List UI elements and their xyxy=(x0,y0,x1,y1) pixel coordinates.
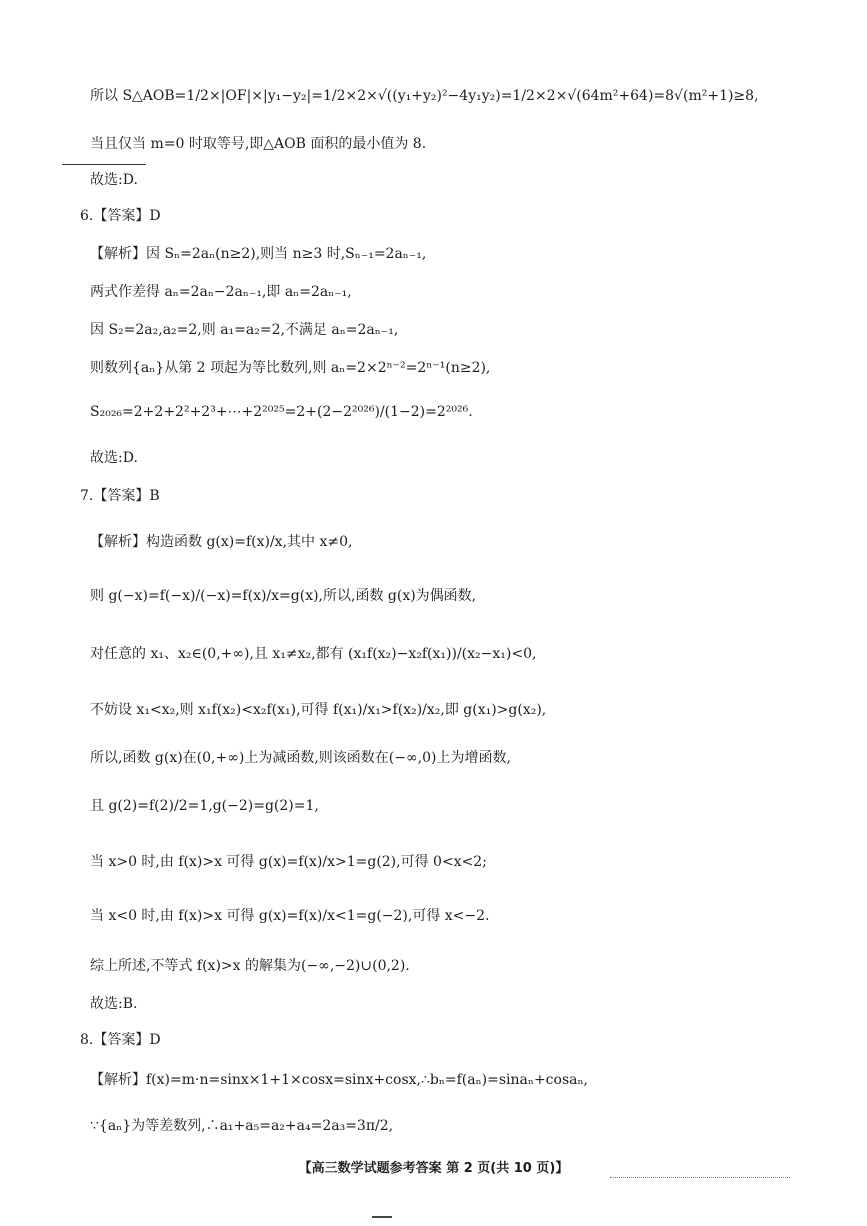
divider xyxy=(62,164,146,165)
text-line: 【解析】f(x)=m·n=sinx×1+1×cosx=sinx+cosx,∴bₙ=f(aₙ)=sinaₙ+cosaₙ, xyxy=(90,1072,588,1088)
text-line: 两式作差得 aₙ=2aₙ−2aₙ₋₁,即 aₙ=2aₙ₋₁, xyxy=(90,284,352,300)
text-line: 则数列{aₙ}从第 2 项起为等比数列,则 aₙ=2×2ⁿ⁻²=2ⁿ⁻¹(n≥2), xyxy=(90,360,491,376)
footer-dotted-line xyxy=(610,1177,790,1178)
text-line: 【解析】构造函数 g(x)=f(x)/x,其中 x≠0, xyxy=(90,534,353,550)
text-line: 当且仅当 m=0 时取等号,即△AOB 面积的最小值为 8. xyxy=(90,136,427,152)
text-line: 不妨设 x₁<x₂,则 x₁f(x₂)<x₂f(x₁),可得 f(x₁)/x₁>f(x₂)/x₂,即 g(x₁)>g(x₂), xyxy=(90,702,547,718)
text-line: 故选:D. xyxy=(90,172,138,188)
text-line: S₂₀₂₆=2+2+2²+2³+⋯+2²⁰²⁵=2+(2−2²⁰²⁶)/(1−2)=2²⁰²⁶. xyxy=(90,404,473,420)
text-line: 综上所述,不等式 f(x)>x 的解集为(−∞,−2)∪(0,2). xyxy=(90,958,410,974)
text-line: 因 S₂=2a₂,a₂=2,则 a₁=a₂=2,不满足 aₙ=2aₙ₋₁, xyxy=(90,322,399,338)
text-line: ∵{aₙ}为等差数列,∴a₁+a₅=a₂+a₄=2a₃=3π/2, xyxy=(90,1118,394,1134)
text-line: 则 g(−x)=f(−x)/(−x)=f(x)/x=g(x),所以,函数 g(x)为偶函数, xyxy=(90,588,477,604)
text-line: 所以 S△AOB=1/2×|OF|×|y₁−y₂|=1/2×2×√((y₁+y₂)²−4y₁y₂)=1/2×2×√(64m²+64)=8√(m²+1)≥8, xyxy=(90,88,759,104)
text-line: 当 x<0 时,由 f(x)>x 可得 g(x)=f(x)/x<1=g(−2),可得 x<−2. xyxy=(90,908,490,924)
text-line: 【解析】因 Sₙ=2aₙ(n≥2),则当 n≥3 时,Sₙ₋₁=2aₙ₋₁, xyxy=(90,246,427,262)
answer-heading: 8.【答案】D xyxy=(80,1032,161,1048)
answer-heading: 7.【答案】B xyxy=(80,488,160,504)
text-line: 当 x>0 时,由 f(x)>x 可得 g(x)=f(x)/x>1=g(2),可得 0<x<2; xyxy=(90,854,487,870)
text-line: 对任意的 x₁、x₂∈(0,+∞),且 x₁≠x₂,都有 (x₁f(x₂)−x₂f(x₁))/(x₂−x₁)<0, xyxy=(90,646,537,662)
text-line: 所以,函数 g(x)在(0,+∞)上为减函数,则该函数在(−∞,0)上为增函数, xyxy=(90,750,511,766)
bottom-mark xyxy=(372,1216,392,1218)
text-line: 故选:D. xyxy=(90,450,138,466)
text-line: 且 g(2)=f(2)/2=1,g(−2)=g(2)=1, xyxy=(90,798,319,814)
answer-heading: 6.【答案】D xyxy=(80,208,161,224)
page-footer: 【高三数学试题参考答案 第 2 页(共 10 页)】 xyxy=(298,1161,569,1176)
text-line: 故选:B. xyxy=(90,996,138,1012)
